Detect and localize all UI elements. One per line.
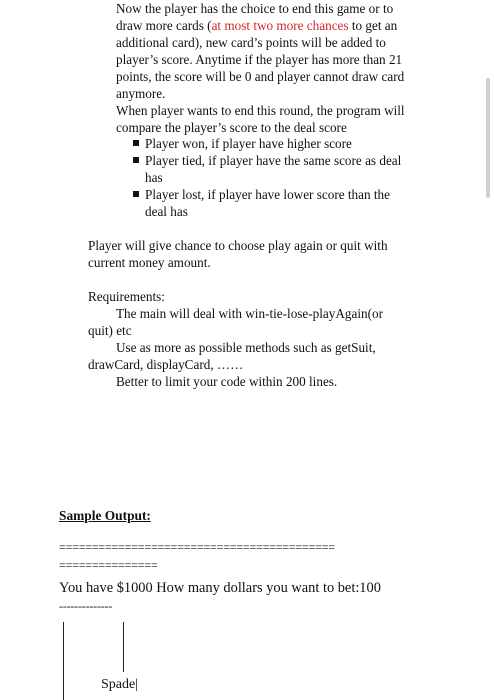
scrollbar-thumb[interactable] bbox=[486, 78, 490, 198]
bullet-item-continued: has bbox=[145, 170, 163, 185]
text-line: player’s score. Anytime if the player has more than 21 bbox=[116, 52, 403, 67]
text-segment: to get an bbox=[348, 18, 398, 33]
text-line: When player wants to end this round, the program will bbox=[116, 103, 405, 118]
bullet-item: Player lost, if player have lower score than the bbox=[145, 187, 390, 202]
separator-line: =============== bbox=[59, 558, 158, 572]
bullet-icon bbox=[133, 157, 139, 163]
text-line: points, the score will be 0 and player cannot draw card bbox=[116, 69, 405, 84]
text-line: drawCard, displayCard, …… bbox=[88, 357, 244, 372]
text-line: additional card), new card’s points will be added to bbox=[116, 35, 386, 50]
bullet-item: Player won, if player have higher score bbox=[145, 136, 352, 151]
dash-line: -------------- bbox=[59, 599, 113, 613]
text-line: anymore. bbox=[116, 86, 166, 101]
bullet-item: Player tied, if player have the same score as deal bbox=[145, 153, 402, 168]
text-line: Now the player has the choice to end this game or to bbox=[116, 1, 394, 16]
text-line: compare the player’s score to the deal score bbox=[116, 120, 347, 135]
program-output-line: You have $1000 How many dollars you want to bet:100 bbox=[59, 580, 381, 596]
bullet-icon bbox=[133, 191, 139, 197]
text-line: Player will give chance to choose play again or quit with bbox=[88, 238, 388, 253]
text-line: current money amount. bbox=[88, 255, 211, 270]
text-line: The main will deal with win-tie-lose-playAgain(or bbox=[116, 306, 383, 321]
highlighted-text: at most two more chances bbox=[211, 18, 349, 33]
separator-line: ========================================== bbox=[59, 540, 335, 554]
text-line bbox=[116, 17, 397, 34]
sample-output-heading: Sample Output: bbox=[59, 508, 151, 523]
requirements-heading: Requirements: bbox=[88, 289, 165, 304]
text-line: Better to limit your code within 200 lines. bbox=[116, 374, 338, 389]
card-border-right bbox=[123, 622, 124, 672]
card-suit-text: Spade| bbox=[101, 677, 139, 692]
text-line: Use as more as possible methods such as getSuit, bbox=[116, 340, 376, 355]
card-border-left bbox=[63, 622, 64, 700]
bullet-item-continued: deal has bbox=[145, 204, 188, 219]
text-line: quit) etc bbox=[88, 323, 132, 338]
text-segment: draw more cards ( bbox=[116, 18, 212, 33]
bullet-icon bbox=[133, 140, 139, 146]
